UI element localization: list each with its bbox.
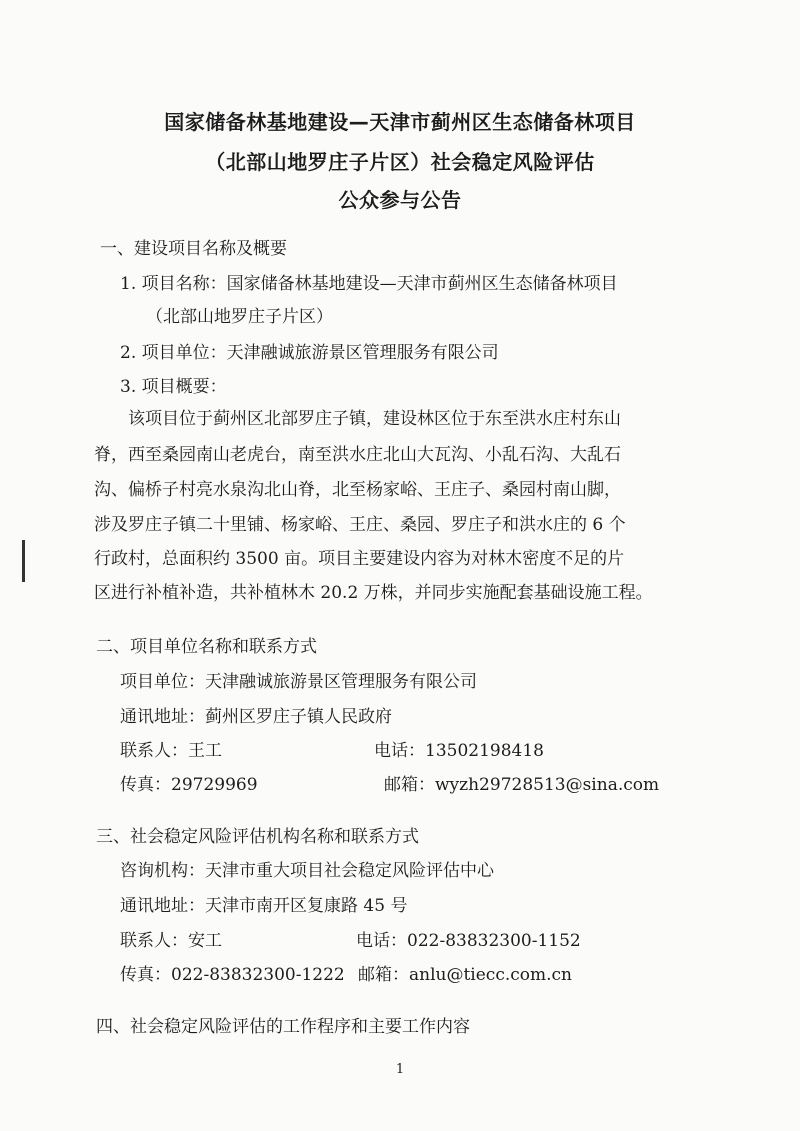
project-overview-label: 3. 项目概要： [120,377,227,397]
section2-unit: 项目单位：天津融诚旅游景区管理服务有限公司 [120,672,477,692]
overview-paragraph-line: 涉及罗庄子镇二十里铺、杨家峪、王庄、桑园、罗庄子和洪水庄的 6 个 [94,515,626,535]
section3-fax: 传真：022-83832300-1222 [120,965,345,985]
section4-heading: 四、社会稳定风险评估的工作程序和主要工作内容 [96,1017,470,1037]
margin-pen-mark [22,540,25,582]
section3-contact-person: 联系人：安工 [120,931,222,951]
overview-paragraph-line: 区进行补植补造，共补植林木 20.2 万株，并同步实施配套基础设施工程。 [94,583,653,603]
project-name-line2: （北部山地罗庄子片区） [146,307,333,327]
page-number: 1 [395,1062,405,1077]
project-name-line1: 1. 项目名称：国家储备林基地建设—天津市蓟州区生态储备林项目 [120,274,618,294]
document-title-line1: 国家储备林基地建设—天津市蓟州区生态储备林项目 [164,110,636,134]
overview-paragraph-line: 该项目位于蓟州区北部罗庄子镇，建设林区位于东至洪水庄村东山 [128,409,621,429]
section3-address: 通讯地址：天津市南开区复康路 45 号 [120,896,408,916]
section2-email: 邮箱：wyzh29728513@sina.com [384,775,660,795]
document-title-line3: 公众参与公告 [338,188,462,212]
section1-heading: 一、建设项目名称及概要 [100,239,287,259]
section2-heading: 二、项目单位名称和联系方式 [96,637,317,657]
section2-fax: 传真：29729969 [120,775,258,795]
section2-contact-person: 联系人：王工 [120,741,222,761]
section3-email: 邮箱：anlu@tiecc.com.cn [358,965,572,985]
project-unit-line: 2. 项目单位：天津融诚旅游景区管理服务有限公司 [120,343,499,363]
section2-address: 通讯地址：蓟州区罗庄子镇人民政府 [120,707,392,727]
overview-paragraph-line: 沟、偏桥子村亮水泉沟北山脊，北至杨家峪、王庄子、桑园村南山脚， [94,480,621,500]
overview-paragraph-line: 行政村，总面积约 3500 亩。项目主要建设内容为对林木密度不足的片 [94,549,625,569]
section2-phone: 电话：13502198418 [374,741,544,761]
section3-heading: 三、社会稳定风险评估机构名称和联系方式 [96,827,419,847]
section3-phone: 电话：022-83832300-1152 [356,931,581,951]
section3-agency: 咨询机构：天津市重大项目社会稳定风险评估中心 [120,861,494,881]
document-title-line2: （北部山地罗庄子片区）社会稳定风险评估 [205,150,595,174]
overview-paragraph-line: 脊，西至桑园南山老虎台，南至洪水庄北山大瓦沟、小乱石沟、大乱石 [94,445,621,465]
